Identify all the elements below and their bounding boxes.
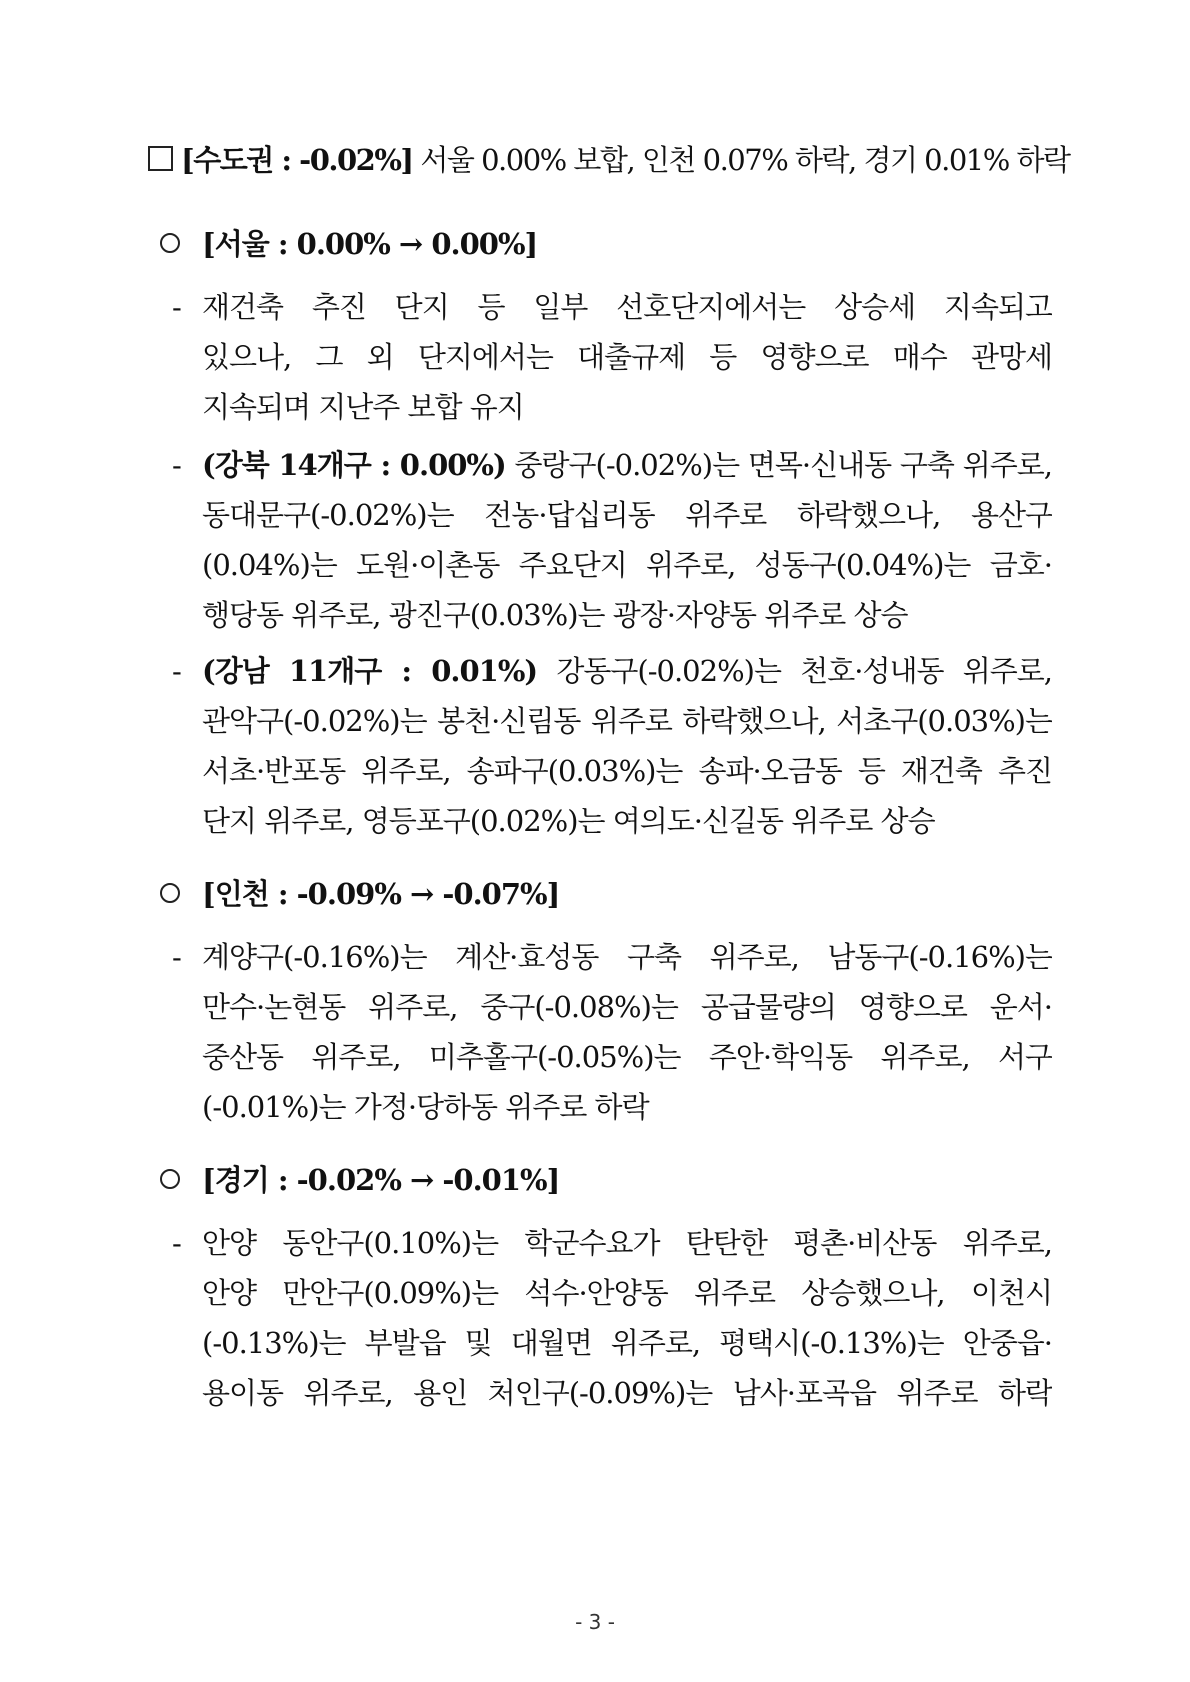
subsection-title-seoul: [서울 : 0.00% → 0.00%] [160,222,537,263]
subsection-title-gyeonggi: [경기 : -0.02% → -0.01%] [160,1158,559,1199]
subsection-title-incheon: [인천 : -0.09% → -0.07%] [160,872,559,913]
heading-bold: [수도권 : -0.02%] [181,143,413,177]
list-item: - 안양 동안구(0.10%)는 학군수요가 탄탄한 평촌·비산동 위주로, 안양 만안구(0.09%)는 석수·안양동 위주로 상승했으나, 이천시 (-0.13%)는 부발읍 및 대월면 위주로, 평택시(-0.13%)는 안중읍· 용이동 위주로, 용인 처인구(-0.09%)는 남사·포곡읍 위주로 하락 [172,1218,1052,1418]
circle-bullet-icon [160,883,180,903]
circle-bullet-icon [160,233,180,253]
dash-bullet: - [172,290,182,324]
dash-bullet: - [172,448,182,482]
list-item: - (강남 11개구 : 0.01%) 강동구(-0.02%)는 천호·성내동 위주로, 관악구(-0.02%)는 봉천·신림동 위주로 하락했으나, 서초구(0.03%)는 서초·반포동 위주로, 송파구(0.03%)는 송파·오금동 등 재건축 추진 단지 위주로, 영등포구(0.02%)는 여의도·신길동 위주로 상승 [172,646,1052,846]
list-item: - 계양구(-0.16%)는 계산·효성동 구축 위주로, 남동구(-0.16%)는 만수·논현동 위주로, 중구(-0.08%)는 공급물량의 영향으로 운서· 중산동 위주로, 미추홀구(-0.05%)는 주안·학익동 위주로, 서구 (-0.01%)는 가정·당하동 위주로 하락 [172,932,1052,1132]
dash-bullet: - [172,940,182,974]
list-item: - 재건축 추진 단지 등 일부 선호단지에서는 상승세 지속되고 있으나, 그 외 단지에서는 대출규제 등 영향으로 매수 관망세 지속되며 지난주 보합 유지 [172,282,1052,432]
heading-text: 서울 0.00% 보합, 인천 0.07% 하락, 경기 0.01% 하락 [412,143,1070,177]
page-number: - 3 - [575,1610,615,1634]
list-item: - (강북 14개구 : 0.00%) 중랑구(-0.02%)는 면목·신내동 구축 위주로, 동대문구(-0.02%)는 전농·답십리동 위주로 하락했으나, 용산구 (0.04%)는 도원·이촌동 주요단지 위주로, 성동구(0.04%)는 금호· 행당동 위주로, 광진구(0.03%)는 광장·자양동 위주로 상승 [172,440,1052,640]
section-heading [148,138,1070,179]
dash-bullet: - [172,1226,182,1260]
dash-bullet: - [172,654,182,688]
circle-bullet-icon [160,1169,180,1189]
checkbox-square-icon [148,146,173,171]
